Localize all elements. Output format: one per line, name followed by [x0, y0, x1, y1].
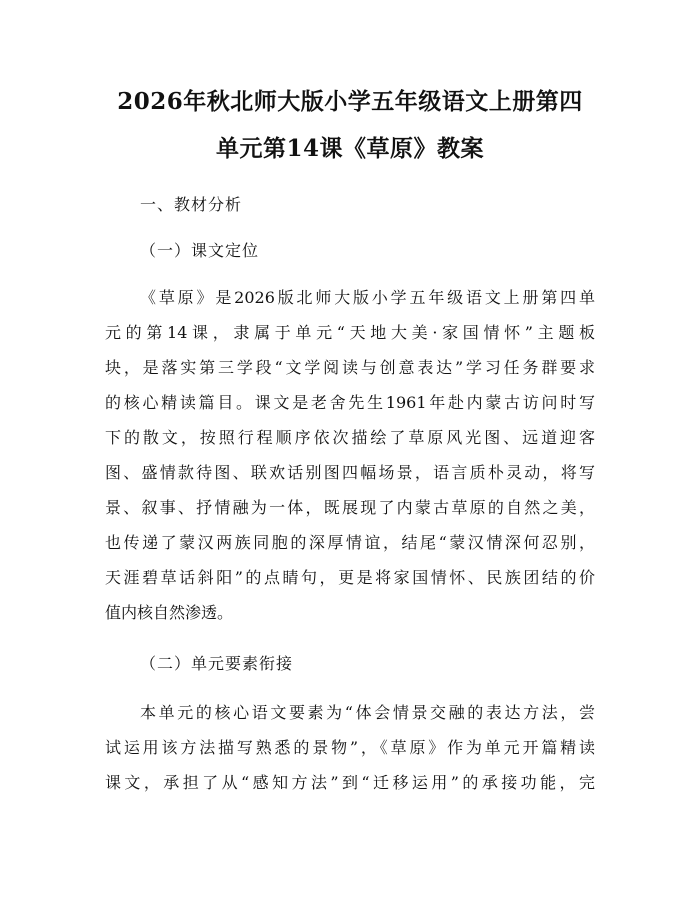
paragraph-2-line-3: 课文，承担了从“感知方法”到“迁移运用”的承接功能，完: [105, 773, 595, 792]
paragraph-1-line-7: 景、叙事、抒情融为一体，既展现了内蒙古草原的自然之美，: [105, 498, 595, 517]
paragraph-1-line-6: 图、盛情款待图、联欢话别图四幅场景，语言质朴灵动，将写: [105, 463, 595, 482]
paragraph-1-line-10: 值内核自然渗透。: [105, 603, 234, 622]
paragraph-1-line-8: 也传递了蒙汉两族同胞的深厚情谊，结尾“蒙汉情深何忍别，: [105, 533, 595, 552]
paragraph-1-line-9: 天涯碧草话斜阳”的点睛句，更是将家国情怀、民族团结的价: [105, 568, 595, 587]
document-title-line-2: 单元第14课《草原》教案: [215, 135, 484, 162]
document-title-line-1: 2026年秋北师大版小学五年级语文上册第四: [117, 88, 583, 115]
paragraph-1-line-1: 《草原》是2026版北师大版小学五年级语文上册第四单: [140, 288, 595, 307]
paragraph-2-line-1: 本单元的核心语文要素为“体会情景交融的表达方法，尝: [140, 703, 595, 722]
paragraph-1-line-2: 元的第14课，隶属于单元“天地大美·家国情怀”主题板: [105, 323, 595, 342]
paragraph-1-line-5: 下的散文，按照行程顺序依次描绘了草原风光图、远道迎客: [105, 428, 595, 447]
subsection-heading-unit-element-connection: （二）单元要素衔接: [140, 654, 294, 673]
paragraph-1-line-4: 的核心精读篇目。课文是老舍先生1961年赴内蒙古访问时写: [105, 393, 595, 412]
paragraph-2-line-2: 试运用该方法描写熟悉的景物”，《草原》作为单元开篇精读: [105, 738, 595, 757]
paragraph-1-line-3: 块，是落实第三学段“文学阅读与创意表达”学习任务群要求: [105, 358, 595, 377]
section-heading-teaching-material-analysis: 一、教材分析: [140, 195, 243, 214]
subsection-heading-text-positioning: （一）课文定位: [140, 241, 260, 260]
